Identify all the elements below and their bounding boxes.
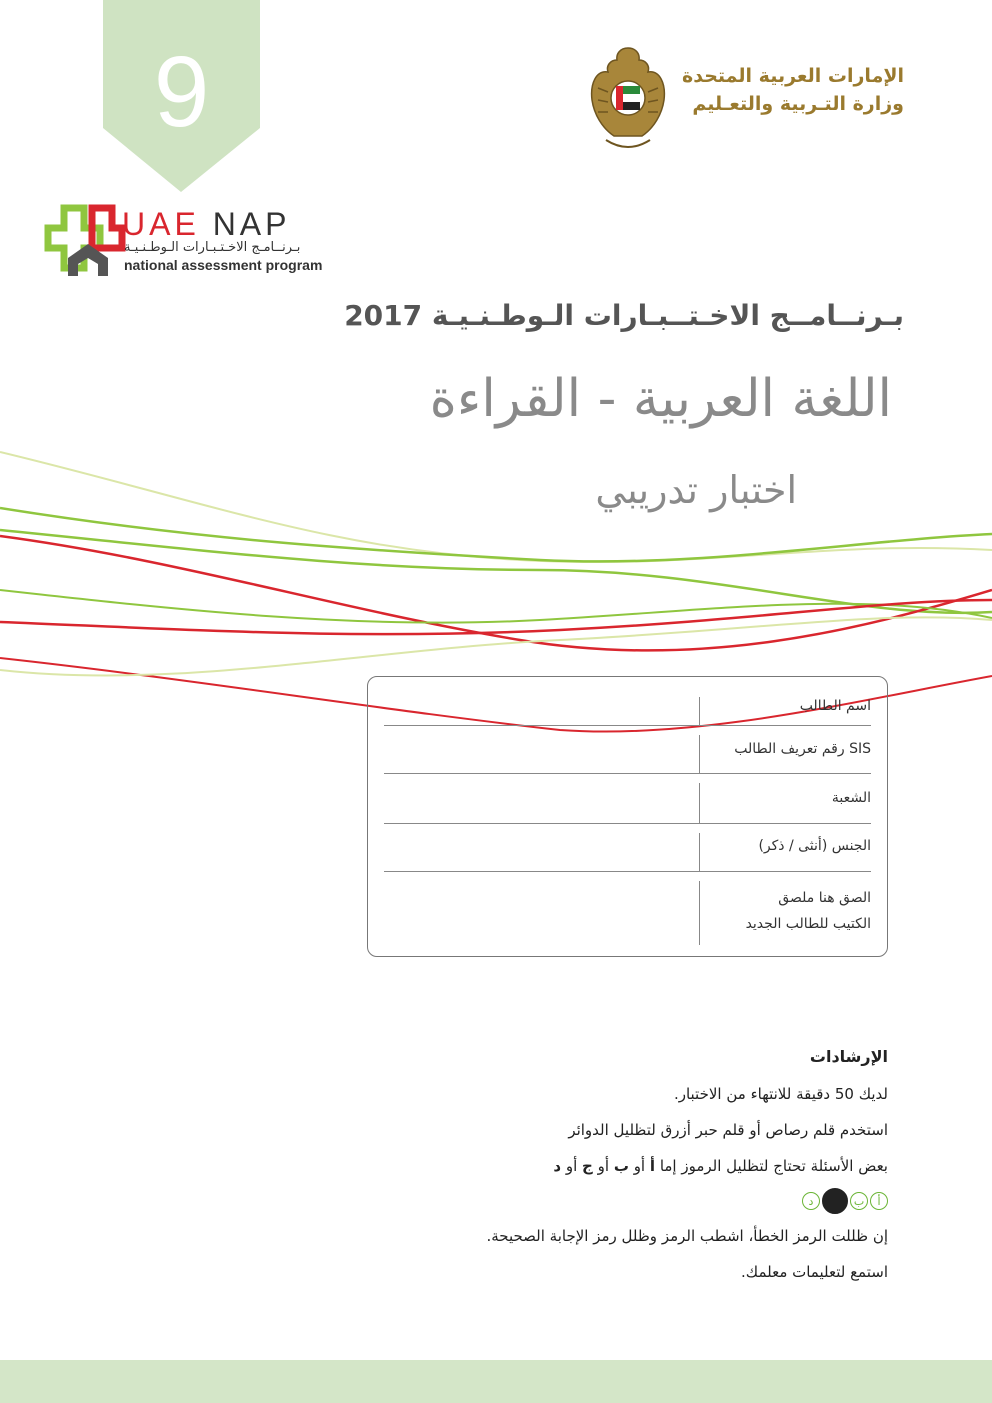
instruction-correction: إن ظللت الرمز الخطأ، اشطب الرمز وظلل رمز الإجابة الصحيحة. bbox=[486, 1227, 888, 1245]
ministry-title: وزارة التـربية والتعـليم bbox=[692, 93, 904, 115]
row-student-name bbox=[384, 687, 871, 726]
instruction-time: لديك 50 دقيقة للانتهاء من الاختبار. bbox=[673, 1085, 888, 1103]
or-text: أو bbox=[633, 1157, 646, 1175]
test-type-title: اختبار تدريبي bbox=[595, 468, 797, 512]
grade-tab bbox=[103, 0, 260, 192]
instruction-symbols-text: بعض الأسئلة تحتاج لتظليل الرموز إما bbox=[659, 1157, 888, 1175]
symbol-d: د bbox=[553, 1157, 562, 1175]
row-divider bbox=[699, 697, 700, 725]
row-sticker bbox=[384, 871, 871, 945]
row-gender bbox=[384, 823, 871, 872]
grade-number: 9 bbox=[153, 36, 210, 148]
or-text: أو bbox=[597, 1157, 610, 1175]
ministry-name bbox=[682, 62, 904, 118]
country-name: الإمارات العربية المتحدة bbox=[682, 65, 904, 87]
row-divider bbox=[699, 881, 700, 945]
bubble-filled bbox=[822, 1188, 848, 1214]
bubble-b: ب bbox=[850, 1192, 868, 1210]
nap-nap: NAP bbox=[212, 206, 291, 242]
instruction-listen: استمع لتعليمات معلمك. bbox=[741, 1263, 888, 1281]
uae-emblem-icon bbox=[584, 44, 672, 154]
subject-title: اللغة العربية - القراءة bbox=[429, 369, 892, 429]
row-divider bbox=[699, 833, 700, 871]
label-student-name: اسم الطالب bbox=[799, 698, 871, 714]
row-divider bbox=[699, 735, 700, 773]
bubble-d: د bbox=[802, 1192, 820, 1210]
or-text: أو bbox=[565, 1157, 578, 1175]
nap-english-name: national assessment program bbox=[124, 257, 323, 273]
symbol-b: ب bbox=[613, 1157, 629, 1175]
row-divider bbox=[699, 783, 700, 823]
instructions bbox=[328, 1044, 888, 1290]
symbol-a: أ bbox=[649, 1157, 656, 1175]
example-bubbles bbox=[328, 1184, 888, 1218]
nap-arabic-name: بـرنــامـج الاخـتـبـارات الـوطـنـيـة bbox=[124, 240, 301, 255]
label-sticker-line2: الكتيب للطالب الجديد bbox=[745, 916, 871, 932]
nap-wordmark bbox=[122, 206, 290, 242]
instructions-title: الإرشادات bbox=[809, 1047, 888, 1066]
row-student-id bbox=[384, 725, 871, 774]
label-sticker bbox=[746, 885, 871, 937]
row-section bbox=[384, 773, 871, 824]
label-student-id: SIS رقم تعريف الطالب bbox=[734, 741, 871, 757]
instruction-pencil: استخدم قلم رصاص أو قلم حبر أزرق لتظليل الدوائر bbox=[568, 1121, 888, 1139]
label-gender: الجنس (أنثى / ذكر) bbox=[758, 838, 871, 854]
label-section: الشعبة bbox=[831, 790, 871, 806]
instruction-symbols bbox=[328, 1148, 888, 1184]
student-info-box bbox=[367, 676, 888, 957]
symbol-j: ج bbox=[582, 1157, 593, 1175]
bubble-a: أ bbox=[870, 1192, 888, 1210]
label-sticker-line1: الصق هنا ملصق bbox=[778, 890, 871, 906]
footer-band bbox=[0, 1360, 992, 1403]
program-title: بـرنــامــج الاخـتــبـارات الـوطـنـيـة 2017 bbox=[344, 299, 904, 332]
nap-uae: UAE bbox=[122, 206, 200, 242]
